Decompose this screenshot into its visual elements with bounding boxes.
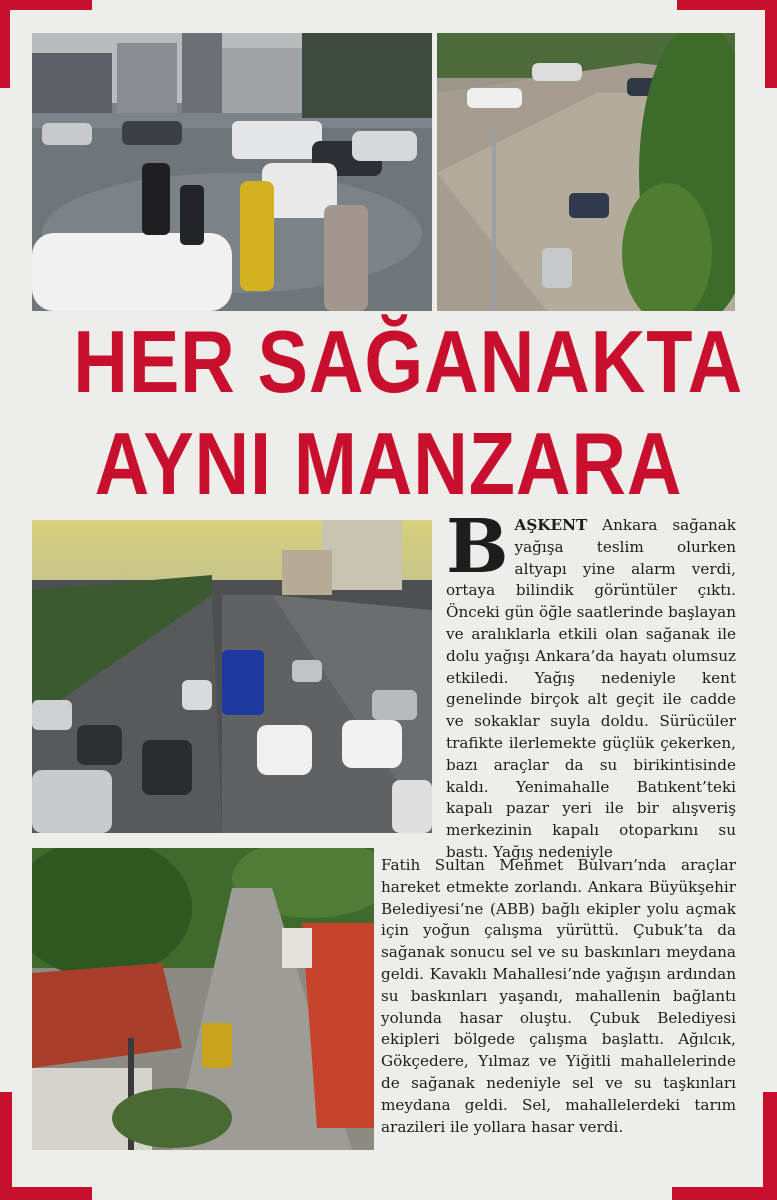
- corner-mark-top-right-v: [765, 0, 777, 88]
- article-body-continued: [381, 855, 736, 1138]
- corner-mark-bottom-left-v: [0, 1092, 12, 1200]
- photo-flooded-road-cars: [437, 33, 735, 311]
- corner-mark-bottom-right-v: [763, 1092, 777, 1200]
- headline-line-2: AYNI MANZARA: [94, 414, 683, 513]
- corner-mark-top-left-v: [0, 0, 10, 88]
- photo-image-icon: [32, 848, 374, 1150]
- corner-mark-bottom-right-h: [672, 1187, 777, 1200]
- corner-mark-top-right-h: [677, 0, 777, 10]
- photo-image-icon: [32, 520, 432, 833]
- article-lead-word: AŞKENT: [514, 516, 588, 534]
- article-paragraph-top: [446, 504, 736, 864]
- corner-mark-bottom-left-h: [0, 1187, 92, 1200]
- article-paragraph-bottom: Fatih Sultan Mehmet Bulvarı’nda araçlar hareket etmekte zorlandı. Ankara Büyükşehir Belediyesi’ne (ABB) bağlı ekipler yolu açmak için yoğun çalışma yürüttü. Çubuk’ta da sağanak sonucu sel ve su baskınları meydana geldi. Kavaklı Mahallesi’nde yağışın ardından su baskınları yaşandı, mahallenin bağlantı yolunda hasar oluştu. Çubuk Belediyesi ekipleri bölgede çalışma başlattı. Ağılcık, Gökçedere, Yılmaz ve Yiğitli mahallelerinde de sağanak nedeniyle sel ve su taşkınları meydana geldi. Sel, mahallelerdeki tarım arazileri ile yollara hasar verdi.: [381, 856, 736, 1136]
- photo-traffic-boulevard: [32, 520, 432, 833]
- photo-flooded-street-people: [32, 33, 432, 311]
- photo-image-icon: [32, 33, 432, 311]
- dropcap: B: [446, 504, 509, 590]
- corner-mark-top-left-h: [0, 0, 92, 10]
- headline-line-1: HER SAĞANAKTA: [73, 312, 744, 411]
- photo-village-flood-aerial: [32, 848, 374, 1150]
- headline: [22, 312, 755, 518]
- article-body-top: Ankara sağanak yağışa teslim olurken altyapı yine alarm verdi, ortaya bilindik görüntüler çıktı. Önceki gün öğle saatlerinde başlayan ve aralıklarla etkili olan sağanak ile dolu yağışı Ankara’da hayatı olumsuz etkiledi. Yağış nedeniyle kent genelinde birçok alt geçit ile cadde ve sokaklar suyla doldu. Sürücüler trafikte ilerlemekte güçlük çekerken, bazı araçlar da su birikintisinde kaldı. Yenimahalle Batıkent’teki kapalı pazar yeri ile bir alışveriş merkezinin kapalı otoparkını su bastı. Yağış nedeniyle: [446, 516, 736, 861]
- photo-image-icon: [437, 33, 735, 311]
- article-body: [446, 504, 736, 864]
